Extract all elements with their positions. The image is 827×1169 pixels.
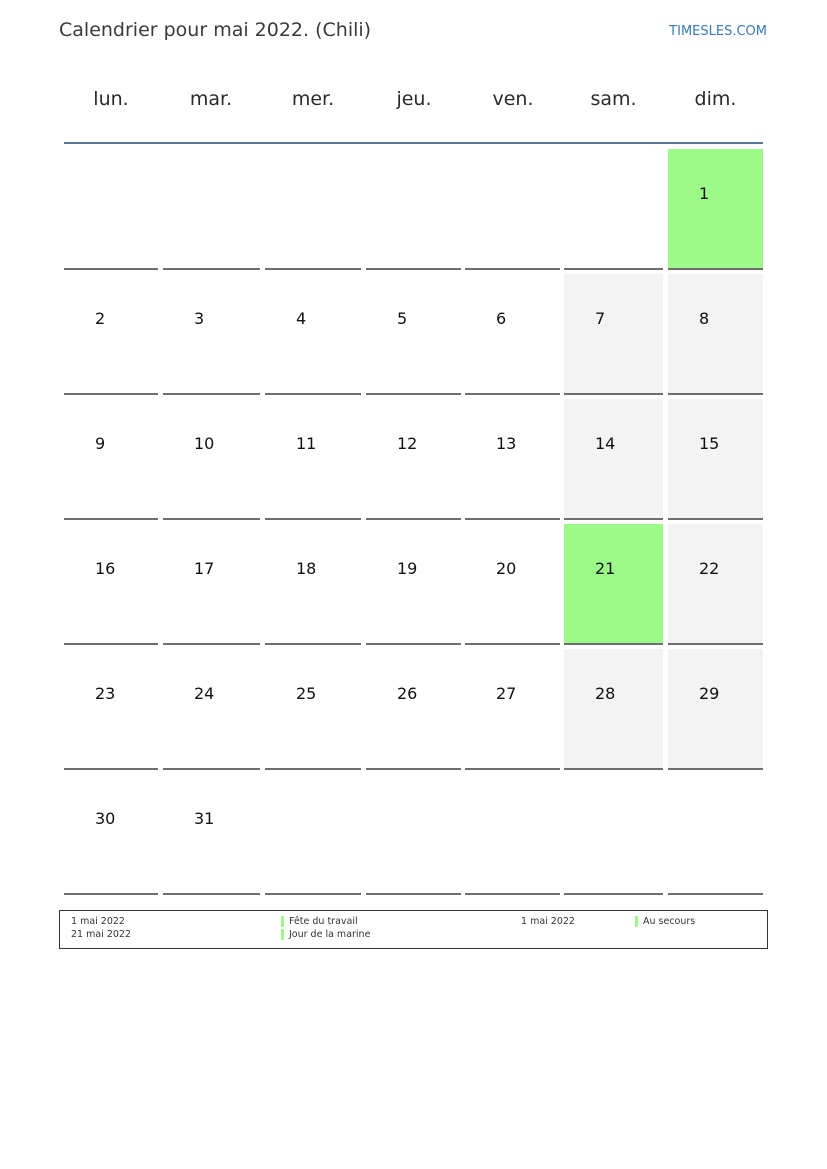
- legend-holiday-3: Au secours: [643, 916, 696, 927]
- day-number: 26: [397, 684, 418, 703]
- day-cell-3[interactable]: [163, 274, 260, 395]
- day-number: 28: [595, 684, 616, 703]
- day-number: 6: [496, 309, 507, 328]
- day-number: 3: [194, 309, 205, 328]
- day-number: 23: [95, 684, 116, 703]
- day-number: 8: [699, 309, 710, 328]
- day-number: 7: [595, 309, 606, 328]
- day-cell-12[interactable]: [366, 399, 461, 520]
- legend-swatch-3: [635, 916, 638, 927]
- day-number: 31: [194, 809, 215, 828]
- day-cell-24[interactable]: [163, 649, 260, 770]
- day-cell-22[interactable]: [668, 524, 763, 645]
- day-number: 2: [95, 309, 106, 328]
- day-cell-18[interactable]: [265, 524, 361, 645]
- day-number: 5: [397, 309, 408, 328]
- day-number: 20: [496, 559, 517, 578]
- day-number: 30: [95, 809, 116, 828]
- weekday-mon: lun.: [93, 88, 129, 110]
- day-cell-10[interactable]: [163, 399, 260, 520]
- day-cell-16[interactable]: [64, 524, 158, 645]
- empty-day-cell: [465, 149, 560, 270]
- day-cell-8[interactable]: [668, 274, 763, 395]
- day-number: 14: [595, 434, 616, 453]
- weekday-sat: sam.: [590, 88, 637, 110]
- day-number: 13: [496, 434, 517, 453]
- weekday-tue: mar.: [189, 88, 233, 110]
- day-cell-15[interactable]: [668, 399, 763, 520]
- day-cell-13[interactable]: [465, 399, 560, 520]
- day-number: 16: [95, 559, 116, 578]
- legend-swatch-2: [281, 929, 284, 940]
- day-number: 24: [194, 684, 215, 703]
- day-number: 12: [397, 434, 418, 453]
- day-number: 22: [699, 559, 720, 578]
- weekday-fri: ven.: [492, 88, 534, 110]
- holiday-legend: [59, 910, 768, 949]
- day-number: 17: [194, 559, 215, 578]
- day-number: 18: [296, 559, 317, 578]
- empty-day-cell: [265, 149, 361, 270]
- day-number: 21: [595, 559, 616, 578]
- day-number: 11: [296, 434, 317, 453]
- empty-day-cell: [64, 149, 158, 270]
- empty-day-cell: [366, 774, 461, 895]
- day-cell-21[interactable]: [564, 524, 663, 645]
- day-cell-20[interactable]: [465, 524, 560, 645]
- empty-day-cell: [366, 149, 461, 270]
- day-cell-11[interactable]: [265, 399, 361, 520]
- page-title: Calendrier pour mai 2022. (Chili): [59, 19, 372, 41]
- day-cell-27[interactable]: [465, 649, 560, 770]
- day-cell-23[interactable]: [64, 649, 158, 770]
- day-number: 10: [194, 434, 215, 453]
- day-number: 4: [296, 309, 307, 328]
- empty-day-cell: [465, 774, 560, 895]
- day-cell-7[interactable]: [564, 274, 663, 395]
- day-cell-25[interactable]: [265, 649, 361, 770]
- brand-link[interactable]: TIMESLES.COM: [669, 24, 767, 39]
- day-cell-5[interactable]: [366, 274, 461, 395]
- day-cell-9[interactable]: [64, 399, 158, 520]
- weekday-wed: mer.: [291, 88, 335, 110]
- day-number: 29: [699, 684, 720, 703]
- day-number: 15: [699, 434, 720, 453]
- day-number: 1: [699, 184, 710, 203]
- empty-day-cell: [564, 149, 663, 270]
- legend-date-2: 21 mai 2022: [71, 929, 132, 940]
- legend-holiday-2: Jour de la marine: [289, 929, 371, 940]
- weekday-thu: jeu.: [396, 88, 432, 110]
- weekday-sun: dim.: [694, 88, 737, 110]
- day-cell-6[interactable]: [465, 274, 560, 395]
- day-cell-26[interactable]: [366, 649, 461, 770]
- day-cell-29[interactable]: [668, 649, 763, 770]
- legend-holiday-1: Fête du travail: [289, 916, 358, 927]
- day-cell-2[interactable]: [64, 274, 158, 395]
- day-cell-19[interactable]: [366, 524, 461, 645]
- day-cell-31[interactable]: [163, 774, 260, 895]
- empty-day-cell: [265, 774, 361, 895]
- day-number: 27: [496, 684, 517, 703]
- day-cell-30[interactable]: [64, 774, 158, 895]
- empty-day-cell: [668, 774, 763, 895]
- empty-day-cell: [163, 149, 260, 270]
- empty-day-cell: [564, 774, 663, 895]
- legend-date-1: 1 mai 2022: [71, 916, 125, 927]
- legend-swatch-1: [281, 916, 284, 927]
- day-cell-28[interactable]: [564, 649, 663, 770]
- day-cell-17[interactable]: [163, 524, 260, 645]
- day-number: 19: [397, 559, 418, 578]
- day-cell-4[interactable]: [265, 274, 361, 395]
- day-number: 25: [296, 684, 317, 703]
- day-cell-1[interactable]: [668, 149, 763, 270]
- legend-date-3: 1 mai 2022: [521, 916, 575, 927]
- day-cell-14[interactable]: [564, 399, 663, 520]
- day-number: 9: [95, 434, 106, 453]
